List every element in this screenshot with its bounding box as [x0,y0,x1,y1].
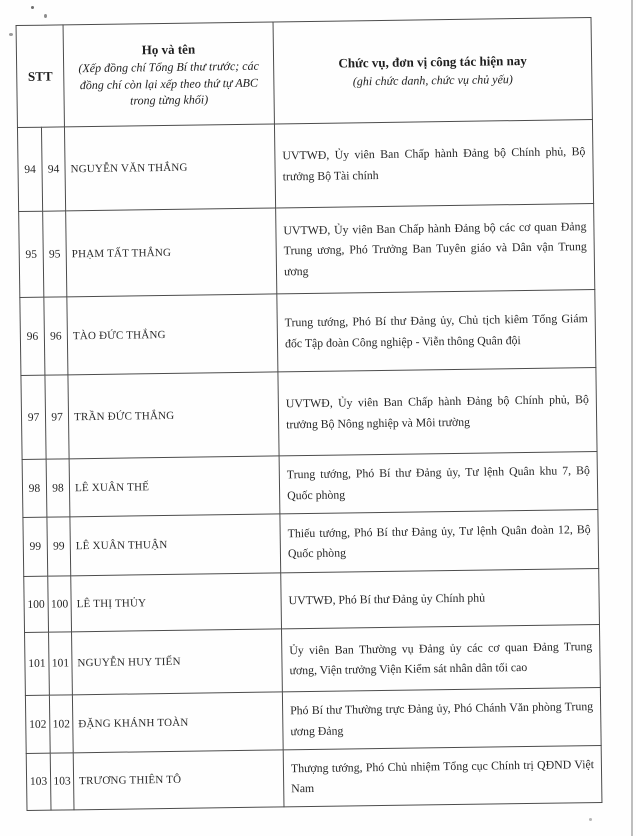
header-position [273,18,592,124]
stt2-cell: 97 [45,375,69,459]
table-header-row [16,18,592,128]
position-cell: Thượng tướng, Phó Chủ nhiệm Tổng cục Chính trị QĐND Việt Nam [283,745,602,806]
position-cell: Ủy viên Ban Thường vụ Đảng ủy các cơ quan Đảng Trung ương, Viện trưởng Viện Kiểm sát nhân dân tối cao [282,624,601,691]
stt-cell: 102 [25,695,50,753]
name-cell: PHẠM TẤT THẮNG [66,208,277,297]
name-cell: LÊ XUÂN THẾ [69,456,280,517]
stt-cell: 94 [17,127,42,211]
stt2-cell: 94 [41,127,65,211]
name-cell: NGUYỄN HUY TIẾN [72,629,283,695]
stt-cell: 95 [19,211,44,297]
stt-cell: 101 [25,632,50,695]
page-edge-line [631,0,633,836]
header-name [63,22,274,127]
name-cell: LÊ THỊ THỦY [71,573,282,632]
scan-artifact [9,33,13,36]
name-cell: TRẦN ĐỨC THẮNG [68,372,279,459]
table-row [26,745,602,810]
stt2-cell: 103 [50,753,74,810]
header-position-title: Chức vụ, đơn vị công tác hiện nay [338,53,527,71]
name-cell: ĐẶNG KHÁNH TOÀN [72,692,283,753]
stt2-cell: 101 [49,632,73,695]
stt-cell: 97 [21,375,46,459]
stt-cell: 99 [23,517,48,576]
personnel-table [16,17,603,811]
stt-cell: 100 [24,576,49,632]
position-cell: Trung tướng, Phó Bí thư Đảng ủy, Chủ tịch kiêm Tổng Giám đốc Tập đoàn Công nghiệp - Viễn thông Quân đội [277,289,596,371]
stt2-cell: 100 [48,576,72,632]
position-cell: UVTWĐ, Ủy viên Ban Chấp hành Đảng bộ Chính phủ, Bộ trưởng Bộ Tài chính [274,120,593,208]
table-row [23,509,599,576]
scan-artifact [44,14,47,18]
stt2-cell: 99 [47,517,71,576]
name-cell: NGUYỄN VĂN THẮNG [64,124,275,211]
stt2-cell: 98 [46,459,70,517]
position-cell: Thiếu tướng, Phó Bí thư Đảng ủy, Tư lệnh Quân đoàn 12, Bộ Quốc phòng [280,509,599,572]
stt-cell: 96 [20,297,45,375]
table-row [25,624,601,695]
table-row [17,120,593,212]
stt-cell: 103 [26,753,51,810]
header-name-note: (Xếp đồng chí Tổng Bí thư trước; các đồng chí còn lại xếp theo thứ tự ABC trong từng khối) [78,59,259,108]
stt2-cell: 96 [44,297,68,375]
header-position-note: (ghi chức danh, chức vụ chủ yếu) [352,71,513,89]
position-cell: UVTWĐ, Phó Bí thư Đảng ủy Chính phủ [281,568,600,628]
table-row [22,451,598,517]
stt-cell: 98 [22,459,47,517]
name-cell: TRƯƠNG THIÊN TÔ [73,750,284,810]
table-row [25,687,601,753]
stt2-cell: 102 [49,695,73,753]
scan-artifact [31,6,34,9]
header-stt: STT [16,25,64,128]
stt2-cell: 95 [43,211,67,297]
position-cell: Phó Bí thư Thường trực Đảng ủy, Phó Chánh Văn phòng Trung ương Đảng [282,687,601,749]
name-cell: LÊ XUÂN THUẬN [70,514,281,576]
table-row [19,204,595,298]
name-cell: TÀO ĐỨC THẮNG [67,294,278,375]
table-row [21,367,597,459]
position-cell: Trung tướng, Phó Bí thư Đảng ủy, Tư lệnh Quân khu 7, Bộ Quốc phòng [279,451,598,513]
position-cell: UVTWĐ, Ủy viên Ban Chấp hành Đảng bộ Chính phủ, Bộ trưởng Bộ Nông nghiệp và Môi trường [278,367,597,455]
scan-artifact [589,818,592,821]
table-row [20,289,596,375]
header-name-title: Họ và tên [141,41,196,58]
table-row [24,568,600,632]
position-cell: UVTWĐ, Ủy viên Ban Chấp hành Đảng bộ các cơ quan Đảng Trung ương, Phó Trưởng Ban Tuyên giáo và Dân vận Trung ương [276,204,595,294]
